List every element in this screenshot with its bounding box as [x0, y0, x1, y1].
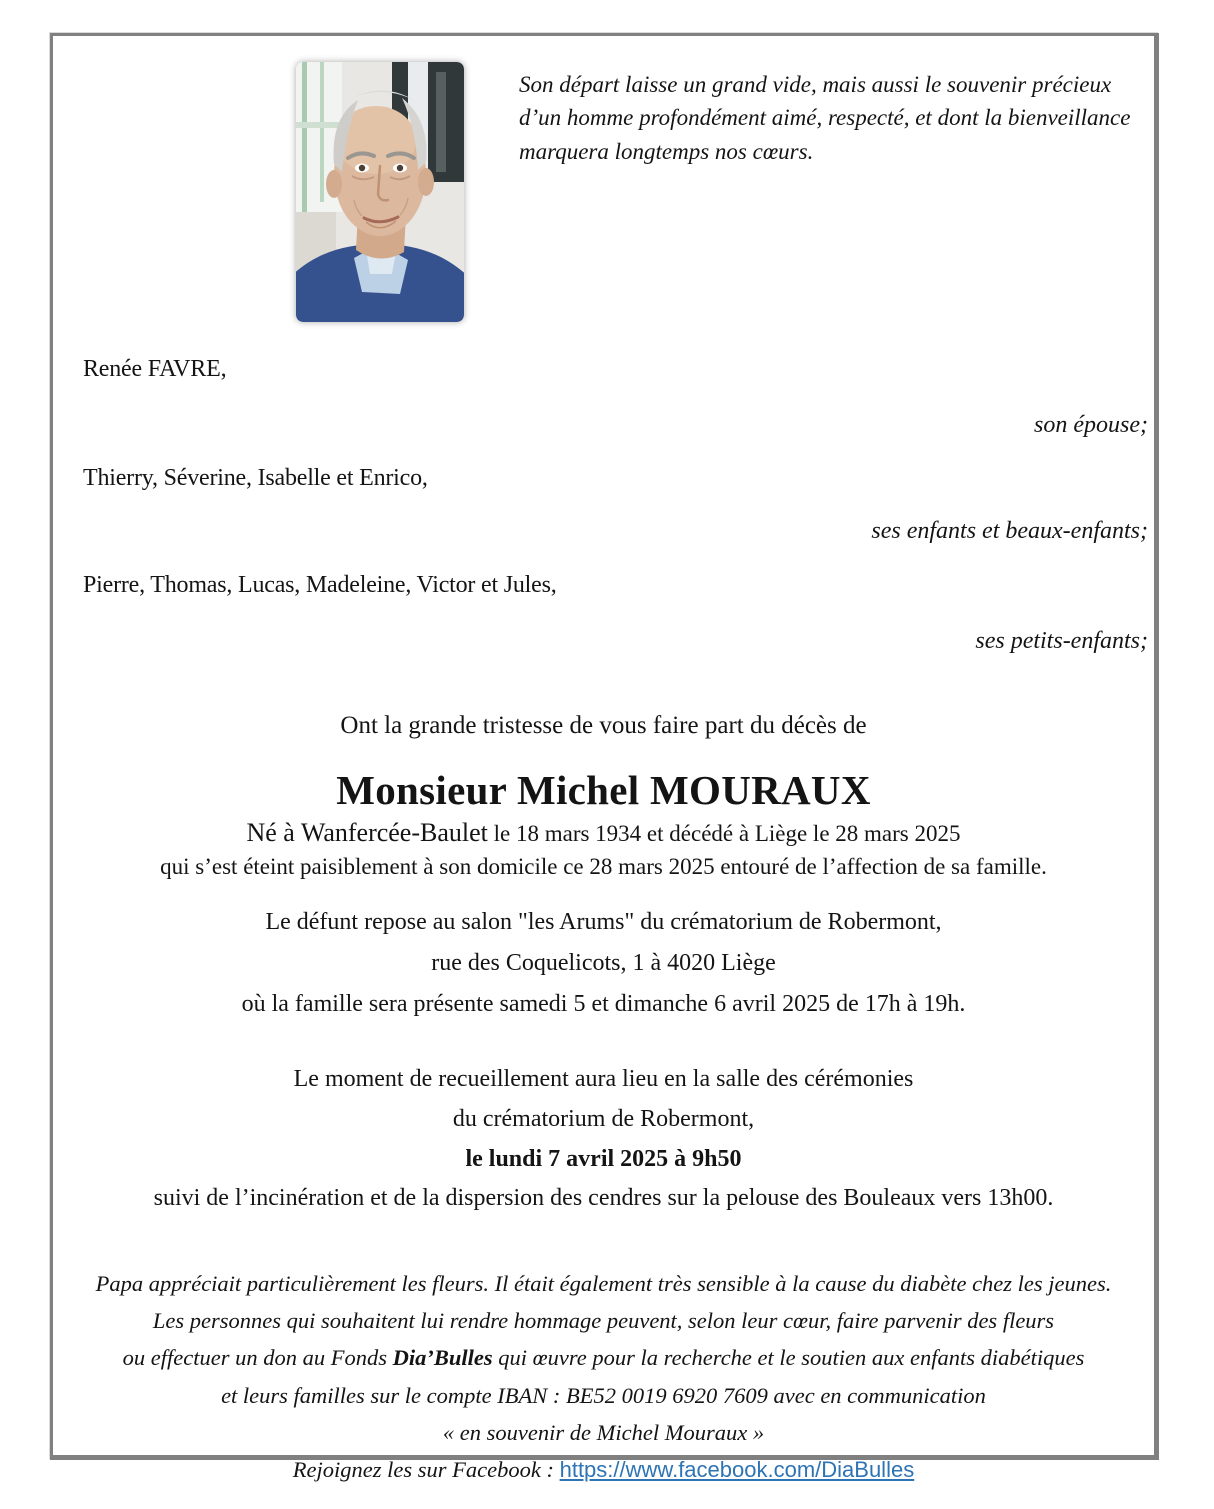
- memorial-quote: Son départ laisse un grand vide, mais aussi le souvenir précieux d’un homme profondément aimé, respecté, et dont la bienveillance marquera longtemps nos cœurs.: [519, 72, 1131, 164]
- tribute-line-3: [53, 1339, 1154, 1376]
- facebook-line: [53, 1457, 1154, 1483]
- repose-line-3: où la famille sera présente samedi 5 et dimanche 6 avril 2025 de 17h à 19h.: [241, 990, 966, 1017]
- ceremony-block: [53, 1060, 1154, 1218]
- tribute-line-3-suffix: qui œuvre pour la recherche et le soutien aux enfants diabétiques: [492, 1345, 1085, 1371]
- ceremony-line-4: suivi de l’incinération et de la dispersion des cendres sur la pelouse des Bouleaux vers 13h00.: [153, 1185, 1054, 1212]
- tribute-block: [53, 1265, 1154, 1452]
- ceremony-datetime: le lundi 7 avril 2025 à 9h50: [465, 1145, 742, 1172]
- family-relation-children: ses enfants et beaux-enfants;: [871, 518, 1148, 544]
- deceased-name: Monsieur Michel MOURAUX: [336, 767, 871, 813]
- tribute-line-4: et leurs familles sur le compte IBAN : BE52 0019 6920 7609 avec en communication: [221, 1382, 986, 1408]
- repose-block: [53, 902, 1154, 1024]
- ceremony-line-1: Le moment de recueillement aura lieu en la salle des cérémonies: [293, 1066, 914, 1093]
- birth-death-line: [53, 818, 1154, 848]
- family-names-children: Thierry, Séverine, Isabelle et Enrico,: [83, 465, 428, 491]
- birth-death-dates: le 18 mars 1934 et décédé à Liège le 28 mars 2025: [487, 821, 961, 846]
- tribute-line-1: Papa appréciait particulièrement les fleurs. Il était également très sensible à la cause du diabète chez les jeunes.: [95, 1270, 1112, 1296]
- family-relation-grandchildren: ses petits-enfants;: [975, 628, 1148, 654]
- souvenir-line: « en souvenir de Michel Mouraux »: [442, 1420, 765, 1446]
- tribute-line-3-prefix: ou effectuer un don au Fonds: [122, 1345, 393, 1371]
- announcement-line: Ont la grande tristesse de vous faire part du décès de: [340, 712, 867, 739]
- repose-line-2: rue des Coquelicots, 1 à 4020 Liège: [431, 949, 776, 976]
- birth-place: Né à Wanfercée-Baulet: [246, 818, 488, 847]
- tribute-line-2: Les personnes qui souhaitent lui rendre hommage peuvent, selon leur cœur, faire parvenir des fleurs: [152, 1308, 1055, 1334]
- family-names-spouse: Renée FAVRE,: [83, 356, 227, 382]
- passing-line: qui s’est éteint paisiblement à son domicile ce 28 mars 2025 entouré de l’affection de sa famille.: [160, 854, 1047, 879]
- facebook-prefix: Rejoignez les sur Facebook :: [292, 1457, 560, 1483]
- family-names-grandchildren: Pierre, Thomas, Lucas, Madeleine, Victor et Jules,: [83, 572, 557, 598]
- facebook-link[interactable]: https://www.facebook.com/DiaBulles: [559, 1457, 915, 1483]
- family-relation-spouse: son épouse;: [1034, 412, 1148, 438]
- repose-line-1: Le défunt repose au salon "les Arums" du crématorium de Robermont,: [265, 909, 942, 935]
- ceremony-line-2: du crématorium de Robermont,: [452, 1105, 755, 1132]
- fund-name: Dia’Bulles: [392, 1345, 493, 1371]
- portrait-photo: [296, 62, 464, 322]
- card-header: [296, 62, 1154, 322]
- memorial-card-border: [50, 33, 1159, 1483]
